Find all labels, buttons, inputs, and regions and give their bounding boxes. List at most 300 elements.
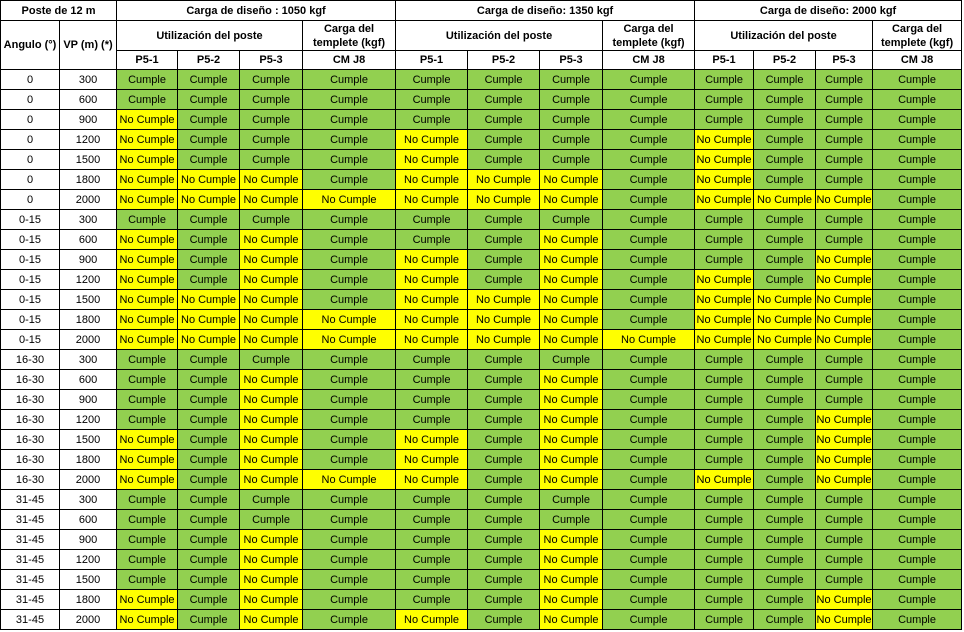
cumple-cell: Cumple [816, 70, 873, 90]
cumple-cell: Cumple [816, 130, 873, 150]
no-cumple-cell: No Cumple [540, 410, 603, 430]
no-cumple-cell: No Cumple [240, 170, 303, 190]
no-cumple-cell: No Cumple [396, 250, 468, 270]
vp-cell: 600 [60, 230, 117, 250]
no-cumple-cell: No Cumple [117, 270, 178, 290]
no-cumple-cell: No Cumple [540, 370, 603, 390]
cumple-cell: Cumple [754, 570, 816, 590]
no-cumple-cell: No Cumple [396, 430, 468, 450]
vp-cell: 900 [60, 530, 117, 550]
col-header-cm-j8: CM J8 [303, 51, 396, 70]
no-cumple-cell: No Cumple [540, 170, 603, 190]
cumple-cell: Cumple [540, 130, 603, 150]
cumple-cell: Cumple [754, 250, 816, 270]
cumple-cell: Cumple [468, 270, 540, 290]
no-cumple-cell: No Cumple [178, 170, 240, 190]
vp-cell: 2000 [60, 190, 117, 210]
cumple-cell: Cumple [468, 490, 540, 510]
cumple-cell: Cumple [117, 390, 178, 410]
cumple-cell: Cumple [754, 370, 816, 390]
cumple-cell: Cumple [178, 490, 240, 510]
cumple-cell: Cumple [603, 130, 695, 150]
no-cumple-cell: No Cumple [816, 450, 873, 470]
cumple-cell: Cumple [468, 250, 540, 270]
cumple-cell: Cumple [873, 290, 962, 310]
cumple-cell: Cumple [468, 350, 540, 370]
no-cumple-cell: No Cumple [117, 130, 178, 150]
angulo-cell: 0 [1, 190, 60, 210]
no-cumple-cell: No Cumple [240, 410, 303, 430]
cumple-cell: Cumple [468, 430, 540, 450]
table-body [1, 70, 962, 630]
cumple-cell: Cumple [540, 510, 603, 530]
cumple-cell: Cumple [754, 270, 816, 290]
no-cumple-cell: No Cumple [240, 230, 303, 250]
cumple-cell: Cumple [873, 310, 962, 330]
cumple-cell: Cumple [754, 390, 816, 410]
cumple-cell: Cumple [178, 270, 240, 290]
cumple-cell: Cumple [117, 530, 178, 550]
cumple-cell: Cumple [754, 210, 816, 230]
table-row [1, 170, 962, 190]
cumple-cell: Cumple [303, 370, 396, 390]
cumple-cell: Cumple [754, 130, 816, 150]
col-header-cm-j8: CM J8 [873, 51, 962, 70]
no-cumple-cell: No Cumple [117, 470, 178, 490]
cumple-cell: Cumple [873, 190, 962, 210]
col-header-p5-1: P5-1 [117, 51, 178, 70]
cumple-cell: Cumple [303, 290, 396, 310]
vp-header: VP (m) (*) [60, 21, 117, 70]
cumple-cell: Cumple [873, 530, 962, 550]
no-cumple-cell: No Cumple [240, 270, 303, 290]
no-cumple-cell: No Cumple [540, 390, 603, 410]
cumple-cell: Cumple [873, 350, 962, 370]
table-row [1, 390, 962, 410]
angulo-cell: 0-15 [1, 250, 60, 270]
angulo-cell: 31-45 [1, 510, 60, 530]
no-cumple-cell: No Cumple [540, 470, 603, 490]
group-header-2000: Carga de diseño: 2000 kgf [695, 1, 962, 21]
cumple-cell: Cumple [178, 250, 240, 270]
angulo-cell: 31-45 [1, 530, 60, 550]
cumple-cell: Cumple [873, 490, 962, 510]
cumple-cell: Cumple [873, 150, 962, 170]
cumple-cell: Cumple [240, 130, 303, 150]
no-cumple-cell: No Cumple [816, 270, 873, 290]
cumple-cell: Cumple [873, 210, 962, 230]
cumple-cell: Cumple [178, 150, 240, 170]
table-row [1, 490, 962, 510]
cumple-cell: Cumple [603, 390, 695, 410]
cumple-cell: Cumple [303, 530, 396, 550]
cumple-cell: Cumple [178, 350, 240, 370]
vp-cell: 300 [60, 70, 117, 90]
cumple-cell: Cumple [178, 130, 240, 150]
cumple-cell: Cumple [816, 230, 873, 250]
cumple-cell: Cumple [468, 70, 540, 90]
cumple-cell: Cumple [396, 110, 468, 130]
cumple-cell: Cumple [117, 510, 178, 530]
cumple-cell: Cumple [754, 530, 816, 550]
no-cumple-cell: No Cumple [468, 310, 540, 330]
vp-cell: 1500 [60, 430, 117, 450]
cumple-cell: Cumple [816, 150, 873, 170]
vp-cell: 1800 [60, 590, 117, 610]
cumple-cell: Cumple [695, 590, 754, 610]
no-cumple-cell: No Cumple [816, 190, 873, 210]
cumple-cell: Cumple [303, 410, 396, 430]
angulo-cell: 0-15 [1, 330, 60, 350]
no-cumple-cell: No Cumple [540, 330, 603, 350]
cumple-cell: Cumple [468, 570, 540, 590]
cumple-cell: Cumple [603, 270, 695, 290]
no-cumple-cell: No Cumple [117, 330, 178, 350]
cumple-cell: Cumple [816, 570, 873, 590]
vp-cell: 1200 [60, 130, 117, 150]
vp-cell: 1800 [60, 170, 117, 190]
cumple-cell: Cumple [754, 490, 816, 510]
utilizacion-header-2: Utilización del poste [396, 21, 603, 51]
angulo-cell: 0 [1, 110, 60, 130]
cumple-cell: Cumple [178, 570, 240, 590]
no-cumple-cell: No Cumple [816, 430, 873, 450]
cumple-cell: Cumple [695, 410, 754, 430]
vp-cell: 600 [60, 510, 117, 530]
cumple-cell: Cumple [178, 390, 240, 410]
cumple-cell: Cumple [303, 230, 396, 250]
angulo-cell: 0-15 [1, 310, 60, 330]
col-header-p5-3: P5-3 [540, 51, 603, 70]
no-cumple-cell: No Cumple [540, 290, 603, 310]
cumple-cell: Cumple [816, 510, 873, 530]
cumple-cell: Cumple [603, 290, 695, 310]
cumple-cell: Cumple [603, 470, 695, 490]
angulo-cell: 31-45 [1, 610, 60, 630]
vp-cell: 600 [60, 370, 117, 390]
cumple-cell: Cumple [468, 210, 540, 230]
cumple-cell: Cumple [873, 410, 962, 430]
table-row [1, 130, 962, 150]
no-cumple-cell: No Cumple [117, 170, 178, 190]
vp-cell: 300 [60, 210, 117, 230]
cumple-cell: Cumple [468, 130, 540, 150]
carga-templete-header-1: Carga del templete (kgf) [303, 21, 396, 51]
no-cumple-cell: No Cumple [240, 530, 303, 550]
cumple-cell: Cumple [117, 490, 178, 510]
cumple-cell: Cumple [603, 190, 695, 210]
no-cumple-cell: No Cumple [540, 550, 603, 570]
cumple-cell: Cumple [303, 90, 396, 110]
cumple-cell: Cumple [695, 390, 754, 410]
cumple-cell: Cumple [540, 70, 603, 90]
col-header-p5-3: P5-3 [240, 51, 303, 70]
no-cumple-cell: No Cumple [240, 310, 303, 330]
no-cumple-cell: No Cumple [117, 610, 178, 630]
angulo-cell: 16-30 [1, 450, 60, 470]
cumple-cell: Cumple [178, 110, 240, 130]
cumple-cell: Cumple [873, 430, 962, 450]
table-row [1, 590, 962, 610]
cumple-cell: Cumple [540, 350, 603, 370]
cumple-cell: Cumple [303, 70, 396, 90]
cumple-cell: Cumple [468, 370, 540, 390]
cumple-cell: Cumple [695, 510, 754, 530]
no-cumple-cell: No Cumple [303, 330, 396, 350]
no-cumple-cell: No Cumple [240, 370, 303, 390]
cumple-cell: Cumple [117, 210, 178, 230]
cumple-cell: Cumple [540, 90, 603, 110]
cumple-cell: Cumple [396, 410, 468, 430]
utilizacion-header-1: Utilización del poste [117, 21, 303, 51]
cumple-cell: Cumple [695, 490, 754, 510]
col-header-cm-j8: CM J8 [603, 51, 695, 70]
table-row [1, 350, 962, 370]
cumple-cell: Cumple [540, 110, 603, 130]
no-cumple-cell: No Cumple [754, 310, 816, 330]
cumple-cell: Cumple [754, 610, 816, 630]
cumple-cell: Cumple [303, 170, 396, 190]
angulo-cell: 31-45 [1, 550, 60, 570]
angulo-cell: 31-45 [1, 570, 60, 590]
cumple-cell: Cumple [178, 610, 240, 630]
cumple-cell: Cumple [178, 510, 240, 530]
no-cumple-cell: No Cumple [178, 330, 240, 350]
vp-cell: 900 [60, 110, 117, 130]
angulo-cell: 0-15 [1, 270, 60, 290]
cumple-cell: Cumple [303, 250, 396, 270]
cumple-cell: Cumple [396, 490, 468, 510]
carga-templete-header-3: Carga del templete (kgf) [873, 21, 962, 51]
table-row [1, 330, 962, 350]
no-cumple-cell: No Cumple [240, 550, 303, 570]
no-cumple-cell: No Cumple [240, 330, 303, 350]
cumple-cell: Cumple [468, 530, 540, 550]
no-cumple-cell: No Cumple [695, 470, 754, 490]
cumple-cell: Cumple [303, 510, 396, 530]
cumple-cell: Cumple [603, 430, 695, 450]
cumple-cell: Cumple [178, 430, 240, 450]
cumple-cell: Cumple [695, 350, 754, 370]
cumple-cell: Cumple [303, 570, 396, 590]
col-header-p5-2: P5-2 [754, 51, 816, 70]
table-row [1, 190, 962, 210]
cumple-cell: Cumple [754, 170, 816, 190]
cumple-cell: Cumple [468, 590, 540, 610]
vp-cell: 1200 [60, 550, 117, 570]
cumple-cell: Cumple [873, 230, 962, 250]
angulo-cell: 16-30 [1, 390, 60, 410]
cumple-cell: Cumple [873, 90, 962, 110]
cumple-cell: Cumple [178, 370, 240, 390]
no-cumple-cell: No Cumple [240, 570, 303, 590]
no-cumple-cell: No Cumple [540, 190, 603, 210]
cumple-cell: Cumple [396, 390, 468, 410]
angulo-cell: 0 [1, 170, 60, 190]
cumple-cell: Cumple [816, 350, 873, 370]
angulo-cell: 16-30 [1, 430, 60, 450]
vp-cell: 2000 [60, 470, 117, 490]
vp-cell: 1800 [60, 450, 117, 470]
cumple-cell: Cumple [178, 230, 240, 250]
no-cumple-cell: No Cumple [396, 610, 468, 630]
table-row [1, 150, 962, 170]
no-cumple-cell: No Cumple [396, 330, 468, 350]
table-row [1, 450, 962, 470]
vp-cell: 2000 [60, 330, 117, 350]
cumple-cell: Cumple [117, 350, 178, 370]
cumple-cell: Cumple [117, 370, 178, 390]
cumple-cell: Cumple [695, 570, 754, 590]
cumple-cell: Cumple [303, 550, 396, 570]
cumple-cell: Cumple [695, 450, 754, 470]
vp-cell: 2000 [60, 610, 117, 630]
no-cumple-cell: No Cumple [540, 270, 603, 290]
table-row [1, 110, 962, 130]
cumple-cell: Cumple [603, 370, 695, 390]
cumple-cell: Cumple [240, 350, 303, 370]
cumple-cell: Cumple [117, 90, 178, 110]
no-cumple-cell: No Cumple [178, 290, 240, 310]
cumple-cell: Cumple [540, 490, 603, 510]
cumple-cell: Cumple [603, 210, 695, 230]
vp-cell: 1500 [60, 290, 117, 310]
cumple-cell: Cumple [178, 590, 240, 610]
cumple-cell: Cumple [873, 550, 962, 570]
cumple-cell: Cumple [873, 570, 962, 590]
cumple-cell: Cumple [816, 530, 873, 550]
no-cumple-cell: No Cumple [468, 330, 540, 350]
cumple-cell: Cumple [695, 250, 754, 270]
cumple-cell: Cumple [468, 110, 540, 130]
no-cumple-cell: No Cumple [468, 290, 540, 310]
cumple-cell: Cumple [396, 230, 468, 250]
cumple-cell: Cumple [603, 150, 695, 170]
cumple-cell: Cumple [754, 470, 816, 490]
no-cumple-cell: No Cumple [468, 190, 540, 210]
vp-cell: 1200 [60, 410, 117, 430]
angulo-cell: 16-30 [1, 350, 60, 370]
no-cumple-cell: No Cumple [695, 190, 754, 210]
cumple-cell: Cumple [816, 90, 873, 110]
cumple-cell: Cumple [303, 450, 396, 470]
cumple-cell: Cumple [396, 510, 468, 530]
no-cumple-cell: No Cumple [396, 290, 468, 310]
no-cumple-cell: No Cumple [816, 470, 873, 490]
col-header-p5-2: P5-2 [178, 51, 240, 70]
no-cumple-cell: No Cumple [117, 450, 178, 470]
no-cumple-cell: No Cumple [540, 230, 603, 250]
no-cumple-cell: No Cumple [695, 330, 754, 350]
no-cumple-cell: No Cumple [540, 590, 603, 610]
angulo-cell: 0-15 [1, 290, 60, 310]
cumple-cell: Cumple [816, 370, 873, 390]
cumple-cell: Cumple [873, 110, 962, 130]
cumple-cell: Cumple [396, 550, 468, 570]
cumple-cell: Cumple [754, 430, 816, 450]
no-cumple-cell: No Cumple [540, 450, 603, 470]
utilizacion-header-3: Utilización del poste [695, 21, 873, 51]
no-cumple-cell: No Cumple [396, 190, 468, 210]
no-cumple-cell: No Cumple [303, 190, 396, 210]
no-cumple-cell: No Cumple [816, 250, 873, 270]
cumple-cell: Cumple [603, 510, 695, 530]
no-cumple-cell: No Cumple [603, 330, 695, 350]
cumple-cell: Cumple [603, 350, 695, 370]
cumple-cell: Cumple [873, 470, 962, 490]
cumple-cell: Cumple [178, 210, 240, 230]
table-row [1, 250, 962, 270]
cumple-cell: Cumple [603, 570, 695, 590]
cumple-cell: Cumple [396, 350, 468, 370]
cumple-cell: Cumple [695, 70, 754, 90]
cumple-cell: Cumple [816, 110, 873, 130]
cumple-cell: Cumple [240, 210, 303, 230]
carga-templete-header-2: Carga del templete (kgf) [603, 21, 695, 51]
cumple-cell: Cumple [540, 210, 603, 230]
table-row [1, 370, 962, 390]
cumple-cell: Cumple [178, 550, 240, 570]
table-row [1, 290, 962, 310]
cumple-cell: Cumple [816, 490, 873, 510]
no-cumple-cell: No Cumple [754, 290, 816, 310]
table-row [1, 230, 962, 250]
cumple-cell: Cumple [873, 590, 962, 610]
vp-cell: 900 [60, 390, 117, 410]
no-cumple-cell: No Cumple [240, 450, 303, 470]
no-cumple-cell: No Cumple [816, 590, 873, 610]
angulo-cell: 16-30 [1, 470, 60, 490]
angulo-header: Angulo (°) [1, 21, 60, 70]
cumple-cell: Cumple [754, 70, 816, 90]
cumple-cell: Cumple [695, 110, 754, 130]
no-cumple-cell: No Cumple [540, 430, 603, 450]
col-header-p5-2: P5-2 [468, 51, 540, 70]
cumple-cell: Cumple [540, 150, 603, 170]
no-cumple-cell: No Cumple [540, 610, 603, 630]
col-header-p5-3: P5-3 [816, 51, 873, 70]
no-cumple-cell: No Cumple [178, 310, 240, 330]
no-cumple-cell: No Cumple [117, 250, 178, 270]
angulo-cell: 0 [1, 150, 60, 170]
cumple-cell: Cumple [178, 530, 240, 550]
cumple-cell: Cumple [873, 270, 962, 290]
cumple-cell: Cumple [303, 130, 396, 150]
table-row [1, 430, 962, 450]
cumple-cell: Cumple [873, 510, 962, 530]
vp-cell: 300 [60, 350, 117, 370]
cumple-cell: Cumple [240, 150, 303, 170]
cumple-cell: Cumple [396, 210, 468, 230]
cumple-cell: Cumple [303, 210, 396, 230]
poste-header: Poste de 12 m [1, 1, 117, 21]
cumple-cell: Cumple [303, 590, 396, 610]
no-cumple-cell: No Cumple [695, 290, 754, 310]
table-row [1, 90, 962, 110]
cumple-cell: Cumple [873, 370, 962, 390]
cumple-cell: Cumple [240, 510, 303, 530]
no-cumple-cell: No Cumple [540, 570, 603, 590]
table-row [1, 470, 962, 490]
cumple-cell: Cumple [603, 610, 695, 630]
cumple-cell: Cumple [468, 150, 540, 170]
cumple-cell: Cumple [754, 450, 816, 470]
no-cumple-cell: No Cumple [240, 470, 303, 490]
cumple-cell: Cumple [695, 210, 754, 230]
cumple-cell: Cumple [240, 110, 303, 130]
no-cumple-cell: No Cumple [117, 290, 178, 310]
cumple-cell: Cumple [754, 150, 816, 170]
